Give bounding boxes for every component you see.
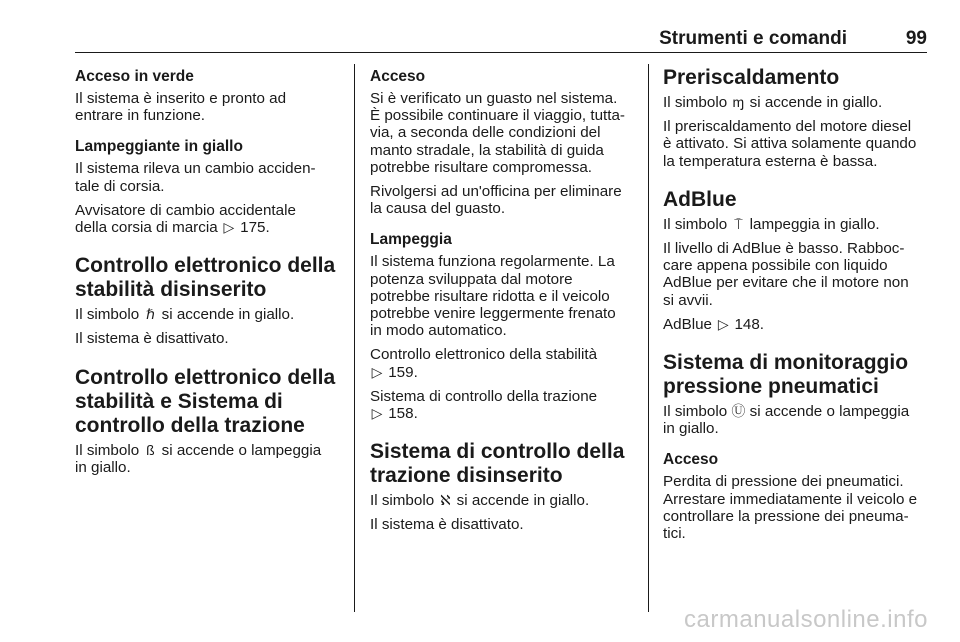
column-2 bbox=[370, 64, 632, 541]
paragraph: Il sistema è inserito e pronto ad entrare in funzione. bbox=[75, 90, 287, 125]
heading-acceso-verde: Acceso in verde bbox=[75, 68, 194, 85]
esc-icon: ß bbox=[146, 441, 155, 458]
page-number: 99 bbox=[905, 28, 927, 49]
paragraph: Si è verificato un guasto nel sistema. È possibile continuare il viaggio, tutta- via, a seconda delle condizioni del manto stradale, la stabilità di guida potrebbe risultare compromessa. bbox=[370, 90, 625, 176]
paragraph: Il sistema è disattivato. bbox=[370, 516, 524, 534]
paragraph: Il sistema è disattivato. bbox=[75, 330, 229, 348]
page-header bbox=[75, 26, 927, 53]
paragraph: Il simbolo ß si accende o lampeggia in giallo. bbox=[75, 441, 322, 476]
column-divider bbox=[648, 64, 649, 612]
paragraph: Sistema di controllo della trazione ▷ 158. bbox=[370, 387, 598, 423]
paragraph: Rivolgersi ad un'officina per eliminare la causa del guasto. bbox=[370, 183, 622, 218]
paragraph: Il simbolo ⍑ lampeggia in giallo. bbox=[663, 215, 880, 233]
ref-arrow-icon: ▷ bbox=[371, 363, 383, 380]
heading-tpms: Sistema di monitoraggio pressione pneumatici bbox=[663, 351, 909, 399]
paragraph: Il livello di AdBlue è basso. Rabboc- care appena possibile con liquido AdBlue per evitare che il motore non si avvii. bbox=[663, 240, 909, 309]
paragraph: Il simbolo ɱ si accende in giallo. bbox=[663, 94, 883, 111]
column-divider bbox=[354, 64, 355, 612]
paragraph: Il simbolo Ⓤ si accende o lampeggia in giallo. bbox=[663, 403, 910, 438]
traction-off-icon: ℵ bbox=[440, 492, 451, 509]
paragraph: Controllo elettronico della stabilità ▷ 159. bbox=[370, 346, 598, 381]
paragraph: Perdita di pressione dei pneumatici. Arrestare immediatamente il veicolo e controllare la pressione dei pneuma- tici. bbox=[663, 473, 918, 543]
adblue-icon: ⍑ bbox=[734, 215, 743, 232]
heading-acceso: Acceso bbox=[370, 68, 426, 85]
page-ref[interactable]: 159. bbox=[388, 363, 418, 381]
tire-pressure-icon: Ⓤ bbox=[731, 403, 746, 420]
page-ref[interactable]: 175. bbox=[240, 219, 270, 237]
section-title: Strumenti e comandi bbox=[659, 28, 847, 49]
column-3 bbox=[663, 64, 929, 549]
heading-esc-tc: Controllo elettronico della stabilità e Sistema di controllo della trazione bbox=[75, 365, 336, 437]
column-1 bbox=[75, 64, 337, 483]
paragraph: Il sistema rileva un cambio acciden- tale di corsia. bbox=[75, 160, 316, 195]
page-ref[interactable]: 148. bbox=[734, 315, 765, 333]
heading-lampeggia: Lampeggia bbox=[370, 231, 452, 249]
heading-acceso: Acceso bbox=[663, 451, 719, 469]
paragraph: Il simbolo ℵ si accende in giallo. bbox=[370, 492, 590, 510]
heading-lampeggiante: Lampeggiante in giallo bbox=[75, 138, 243, 156]
paragraph: Il simbolo ℏ si accende in giallo. bbox=[75, 306, 295, 324]
heading-adblue: AdBlue bbox=[663, 187, 737, 211]
page-ref[interactable]: 158. bbox=[388, 405, 418, 423]
heading-tc-off: Sistema di controllo della trazione disinserito bbox=[370, 440, 625, 488]
esc-off-icon: ℏ bbox=[145, 306, 155, 323]
heading-esc-off: Controllo elettronico della stabilità disinserito bbox=[75, 254, 336, 302]
paragraph: Il sistema funziona regolarmente. La potenza sviluppata dal motore potrebbe risultare ridotta e il veicolo potrebbe venire leggermente frenato in modo automatico. bbox=[370, 253, 616, 340]
glow-plug-icon: ɱ bbox=[732, 94, 745, 110]
paragraph: Il preriscaldamento del motore diesel è attivato. Si attiva solamente quando la temperatura esterna è bassa. bbox=[663, 118, 917, 170]
ref-arrow-icon: ▷ bbox=[717, 315, 729, 332]
watermark: carmanualsonline.info bbox=[684, 606, 928, 633]
heading-preriscaldamento: Preriscaldamento bbox=[663, 66, 840, 89]
ref-arrow-icon: ▷ bbox=[371, 405, 383, 422]
paragraph: AdBlue ▷ 148. bbox=[663, 315, 765, 333]
paragraph: Avvisatore di cambio accidentale della corsia di marcia ▷ 175. bbox=[75, 201, 296, 237]
ref-arrow-icon: ▷ bbox=[223, 219, 235, 236]
